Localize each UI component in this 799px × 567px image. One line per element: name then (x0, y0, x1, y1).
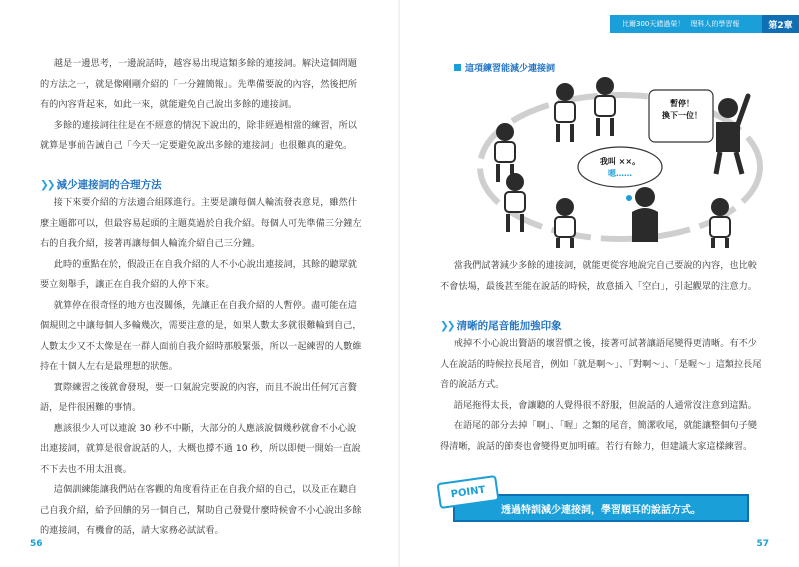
body-paragraph: 戒掉不小心說出贅語的壞習慣之後，接著可試著讓語尾變得更清晰。有不少人在說話的時候拉長尾音，例如「就是啊～」、「對啊～」、「是喔～」這類拉長尾音的說話方式。 (440, 338, 762, 390)
body-paragraph: 實際練習之後就會發現，要一口氣說完要說的內容，而且不說出任何冗言贅語，是件很困難的事情。 (40, 381, 357, 413)
body-paragraph: 就算停在很奇怪的地方也沒關係，先讓正在自我介紹的人暫停。盡可能在這個規則之中讓每個人多輪幾次，需要注意的是，如果人數太多就很難輪到自己，人數太少又不太像是在一群人面前自我介紹時那般緊張，所以一起練習的人數維持在十個人左右是最理想的狀態。 (40, 299, 362, 372)
listener-figure (595, 77, 615, 136)
heading-marker-icon: ❯❯ (40, 179, 54, 191)
intro-paragraph-1: 越是一邊思考，一邊說話時，越容易出現這類多餘的連接詞。解決這個問題的方法之一，就是像剛剛介紹的「一分鐘簡報」。先準備要說的內容，然後把所有的內容背起來，如此一來，就能避免自己說出多餘的連接詞。 (40, 58, 357, 110)
bubble-stop-text (652, 98, 712, 122)
bubble-speaker-text (578, 156, 662, 180)
listener-figure (505, 173, 525, 232)
speaker-figure (626, 187, 658, 242)
point-tag: POINT (436, 475, 499, 509)
body-text-right (440, 334, 764, 457)
body-paragraph: 這個訓練能讓我們站在客觀的角度看待正在自我介紹的自己，以及正在聽自己自我介紹，給予回饋的另一個自己，幫助自己發覺什麼時候會不小心說出多餘的連接詞，有機會的話，請大家務必試試看。 (40, 484, 362, 536)
intro-paragraph-2: 多餘的連接詞往往是在不經意的情況下說出的，除非經過相當的練習，所以就算是事前告誡自己「今天一定要避免說出多餘的連接詞」也很難真的避免。 (40, 119, 357, 151)
book-title: 比爾300天錯過榮！ (622, 20, 685, 28)
left-page (0, 0, 399, 567)
bubble-stop-line-2: 換下一位！ (662, 111, 702, 120)
body-paragraph: 接下來要介紹的方法適合組隊進行。主要是讓每個人輪流發表意見，雖然什麼主題都可以，但最容易起頭的主題莫過於自我介紹。每個人可先準備三分鐘左右的自我介紹，接著再讓每個人輪流介紹自己三分鐘。 (40, 197, 362, 249)
bubble-speaker-line-1: 我叫 ××。 (599, 157, 641, 166)
figure-label-text: 這項練習能減少連接詞 (465, 64, 556, 74)
bubble-speaker-line-2: 嗯…… (608, 169, 632, 178)
caption-paragraph: 當我們試著減少多餘的連接詞，就能更從容地說完自己要說的內容，也比較不會怯場，最後甚至能在說話的時候，故意插入「空白」，引起觀眾的注意力。 (440, 260, 757, 292)
page-number-left: 56 (30, 539, 43, 549)
section-heading-left (40, 177, 162, 192)
section-heading-right (440, 318, 562, 333)
caption-text (440, 256, 764, 297)
chapter-title: 理科人的學習報 (690, 20, 740, 28)
body-paragraph: 應該很少人可以連說 30 秒不中斷，大部分的人應該說個幾秒就會不小心說出連接詞，就算是很會說話的人，大概也撐不過 10 秒，所以即便一開始一直說不下去也不用太沮喪。 (40, 422, 361, 475)
chapter-badge: 第2章 (762, 15, 799, 33)
point-summary-text: 透過特訓減少連接詞，學習順耳的說話方式。 (501, 504, 701, 516)
body-paragraph: 語尾拖得太長，會讓聽的人覺得很不舒服，但說話的人通常沒注意到這點。 (453, 399, 757, 411)
listener-figure (710, 198, 730, 248)
square-bullet-icon (454, 64, 461, 71)
listener-figure (555, 83, 575, 142)
interrupter-figure (716, 96, 748, 174)
bubble-stop-line-1: 暫停！ (670, 99, 694, 108)
listener-figure (555, 198, 575, 248)
listener-figure (495, 123, 515, 182)
body-paragraph: 在語尾的部分去掉「啊」、「喔」之類的尾音，簡潔收尾，就能讓整個句子變得清晰，說話的節奏也會變得更加明確。若行有餘力，但建議大家這樣練習。 (440, 420, 757, 452)
body-paragraph: 此時的重點在於，假設正在自我介紹的人不小心說出連接詞，其餘的聽眾就要立刻舉手，讓正在自我介紹的人停下來。 (40, 258, 357, 290)
section-heading-left-text: 減少連接詞的合理方法 (56, 179, 162, 191)
heading-marker-icon: ❯❯ (440, 320, 454, 332)
body-text-left (40, 193, 362, 542)
section-heading-right-text: 清晰的尾音能加強印象 (456, 320, 562, 332)
page-number-right: 57 (756, 539, 769, 549)
intro-text (40, 54, 362, 157)
